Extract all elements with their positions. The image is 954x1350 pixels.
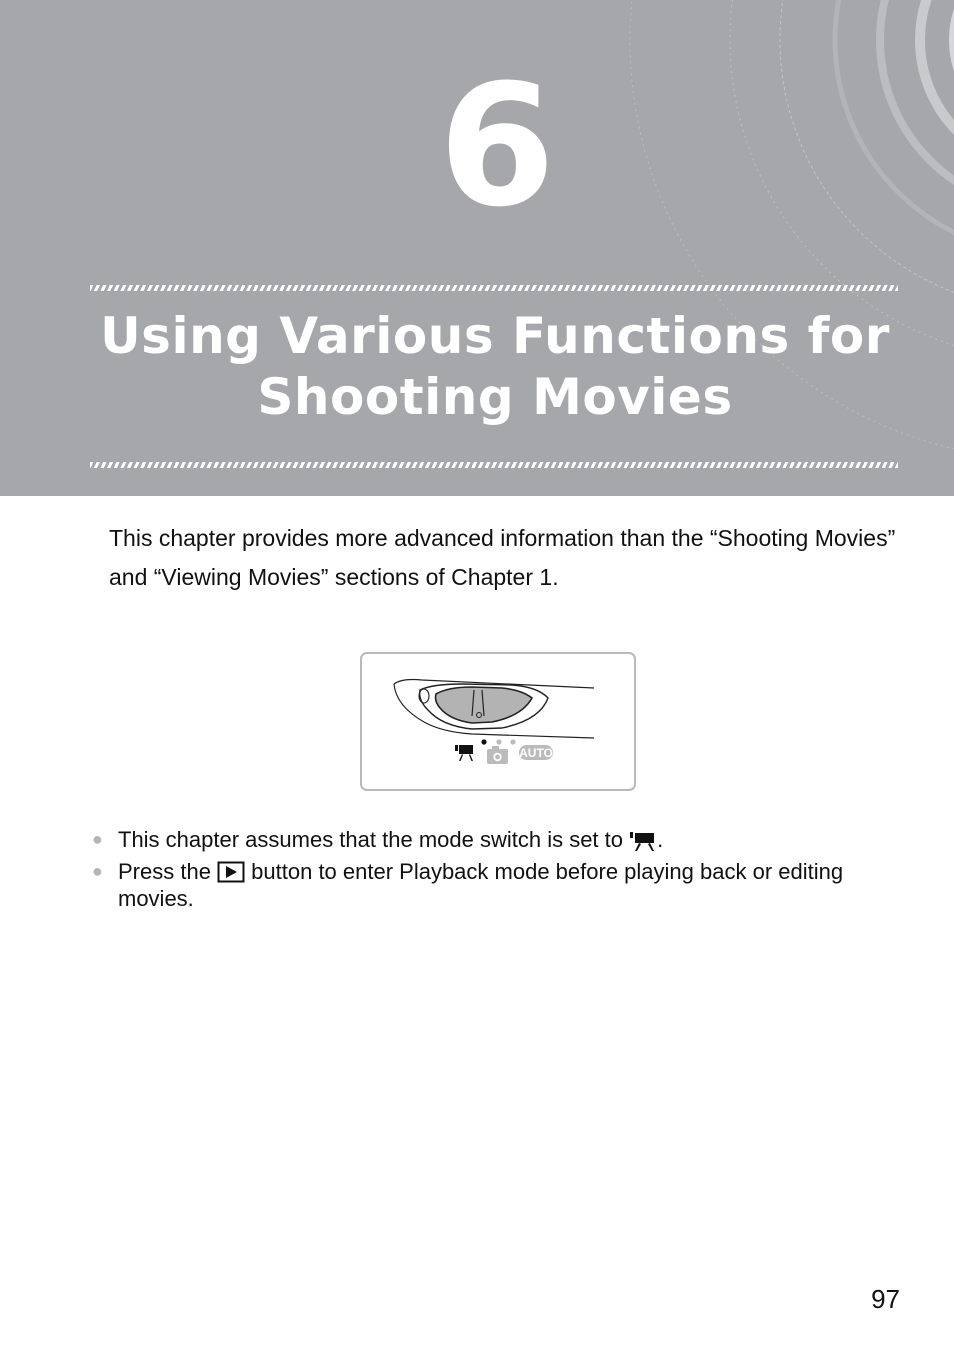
movie-mode-icon xyxy=(455,745,473,761)
note-text: Press the xyxy=(118,859,218,884)
playback-button-icon xyxy=(217,861,245,883)
decorative-stripe-bottom xyxy=(90,462,898,468)
note-text-end: . xyxy=(657,827,664,852)
chapter-title xyxy=(40,306,950,428)
list-item xyxy=(88,858,888,912)
chapter-number: 6 xyxy=(438,48,552,244)
note-text-end: button to enter Playback mode before playing back or editing movies. xyxy=(118,859,844,911)
mode-switch-figure xyxy=(360,652,636,791)
mode-switch-illustration xyxy=(362,654,634,789)
bullet-icon: ● xyxy=(92,829,103,849)
chapter-title-line-1: Using Various Functions for xyxy=(100,307,890,365)
notes-list xyxy=(88,826,888,917)
camera-icon xyxy=(487,746,508,764)
intro-paragraph: This chapter provides more advanced information than the “Shooting Movies” and “Viewing Movies” sections of Chapter 1. xyxy=(109,525,896,590)
page-number: 97 xyxy=(871,1284,900,1314)
movie-mode-icon xyxy=(629,831,657,851)
decorative-stripe-top xyxy=(90,285,898,291)
chapter-header-band xyxy=(0,0,954,496)
note-text: This chapter assumes that the mode switch is set to xyxy=(118,827,630,852)
auto-mode-label: AUTO xyxy=(519,746,553,760)
chapter-title-line-2: Shooting Movies xyxy=(257,368,733,426)
list-item xyxy=(88,826,888,853)
bullet-icon: ● xyxy=(92,861,103,881)
